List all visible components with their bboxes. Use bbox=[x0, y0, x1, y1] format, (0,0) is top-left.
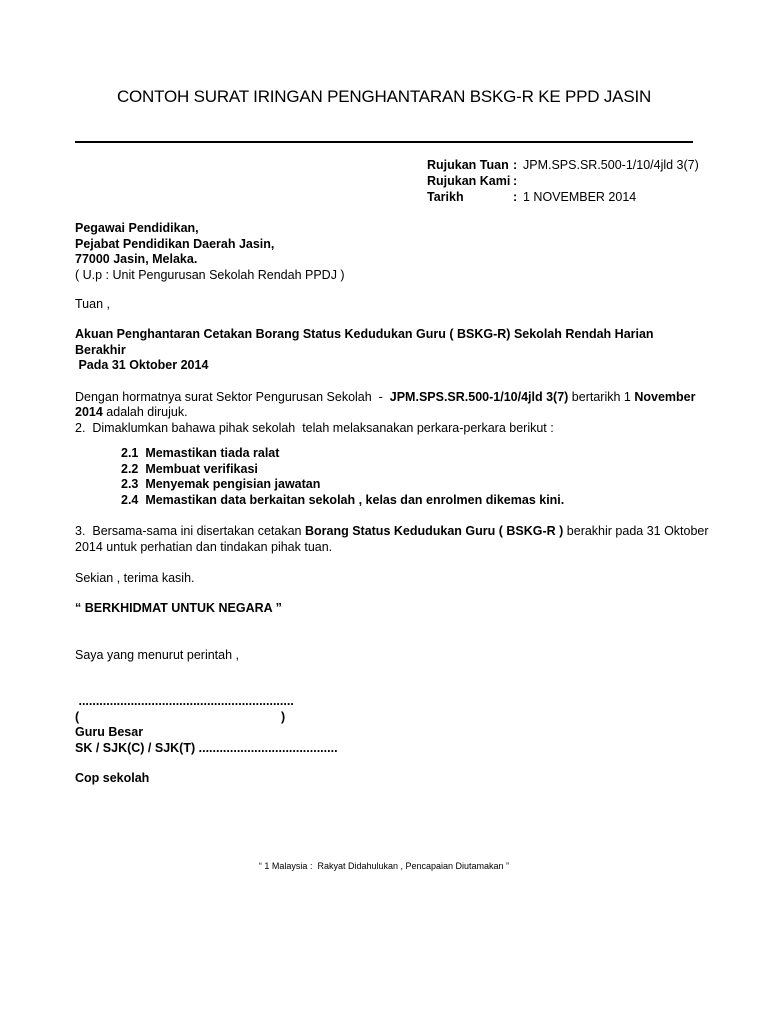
reference-row-tarikh bbox=[427, 189, 699, 205]
para3-text: 3. Bersama-sama ini disertakan cetakan bbox=[75, 524, 305, 538]
para1-reference: JPM.SPS.SR.500-1/10/4jld 3(7) bbox=[389, 389, 569, 404]
subject-line: Akuan Penghantaran Cetakan Borang Status Kedudukan Guru ( BSKG-R) Sekolah Rendah Harian Berakhir bbox=[75, 327, 654, 357]
para1-month: November bbox=[634, 389, 696, 404]
closing-remark: Sekian , terima kasih. bbox=[75, 571, 195, 585]
address-line: 77000 Jasin, Melaka. bbox=[75, 252, 198, 266]
list-item: 2.1 Memastikan tiada ralat bbox=[121, 446, 280, 460]
para1-text: Dengan hormatnya surat Sektor Pengurusan Sekolah - bbox=[75, 389, 390, 404]
list-item: 2.2 Membuat verifikasi bbox=[121, 461, 258, 476]
address-line: Pejabat Pendidikan Daerah Jasin, bbox=[75, 236, 275, 251]
address-line: Pegawai Pendidikan, bbox=[75, 221, 199, 235]
reference-colon: : bbox=[513, 174, 518, 188]
document-title: CONTOH SURAT IRINGAN PENGHANTARAN BSKG-R KE PPD JASIN bbox=[116, 87, 652, 106]
reference-block bbox=[427, 157, 699, 205]
reference-value: 1 NOVEMBER 2014 bbox=[523, 190, 637, 204]
signature-role: Guru Besar bbox=[75, 725, 144, 739]
para1-text: bertarikh 1 bbox=[568, 389, 635, 404]
signature-dots: .............................................................. bbox=[75, 694, 294, 708]
list-item: 2.3 Menyemak pengisian jawatan bbox=[121, 477, 321, 491]
reference-label: Rujukan Tuan bbox=[427, 158, 509, 172]
reference-label: Tarikh bbox=[427, 190, 464, 204]
motto: “ BERKHIDMAT UNTUK NEGARA ” bbox=[75, 601, 282, 615]
reference-row-rujukan-tuan bbox=[427, 157, 699, 173]
paragraph-3 bbox=[75, 524, 709, 555]
para1-text: adalah dirujuk. bbox=[102, 405, 188, 419]
list-item: 2.4 Memastikan data berkaitan sekolah , kelas dan enrolmen dikemas kini. bbox=[121, 492, 565, 507]
para3-form-name: Borang Status Kedudukan Guru ( BSKG-R ) bbox=[304, 524, 564, 538]
school-stamp-label: Cop sekolah bbox=[75, 771, 150, 785]
paragraph-2: 2. Dimaklumkan bahawa pihak sekolah telah melaksanakan perkara-perkara berikut : bbox=[75, 421, 554, 435]
footer-slogan: “ 1 Malaysia : Rakyat Didahulukan , Pencapaian Diutamakan ” bbox=[258, 861, 510, 871]
close-bracket: ) bbox=[281, 709, 286, 724]
signature-name-brackets bbox=[75, 710, 695, 726]
signature-block bbox=[75, 694, 695, 756]
open-bracket: ( bbox=[75, 709, 80, 724]
recipient-address bbox=[75, 221, 695, 283]
paragraph-1 bbox=[75, 374, 695, 421]
para3-text: 2014 untuk perhatian dan tindakan pihak tuan. bbox=[75, 539, 333, 554]
title-divider bbox=[75, 141, 693, 143]
subject-heading bbox=[75, 327, 695, 374]
signoff-line: Saya yang menurut perintah , bbox=[75, 648, 239, 662]
para1-year: 2014 bbox=[75, 405, 103, 419]
reference-colon: : bbox=[513, 158, 518, 172]
signature-school: SK / SJK(C) / SJK(T) ........................................ bbox=[75, 740, 338, 755]
address-attention-line: ( U.p : Unit Pengurusan Sekolah Rendah PPDJ ) bbox=[75, 267, 345, 282]
reference-colon: : bbox=[513, 190, 518, 204]
reference-row-rujukan-kami bbox=[427, 173, 699, 189]
reference-value: JPM.SPS.SR.500-1/10/4jld 3(7) bbox=[523, 158, 699, 172]
para3-text: berakhir pada 31 Oktober bbox=[563, 524, 709, 538]
subject-line: Pada 31 Oktober 2014 bbox=[75, 358, 209, 372]
reference-label: Rujukan Kami bbox=[427, 174, 511, 188]
action-list bbox=[121, 446, 681, 508]
salutation: Tuan , bbox=[75, 297, 110, 311]
